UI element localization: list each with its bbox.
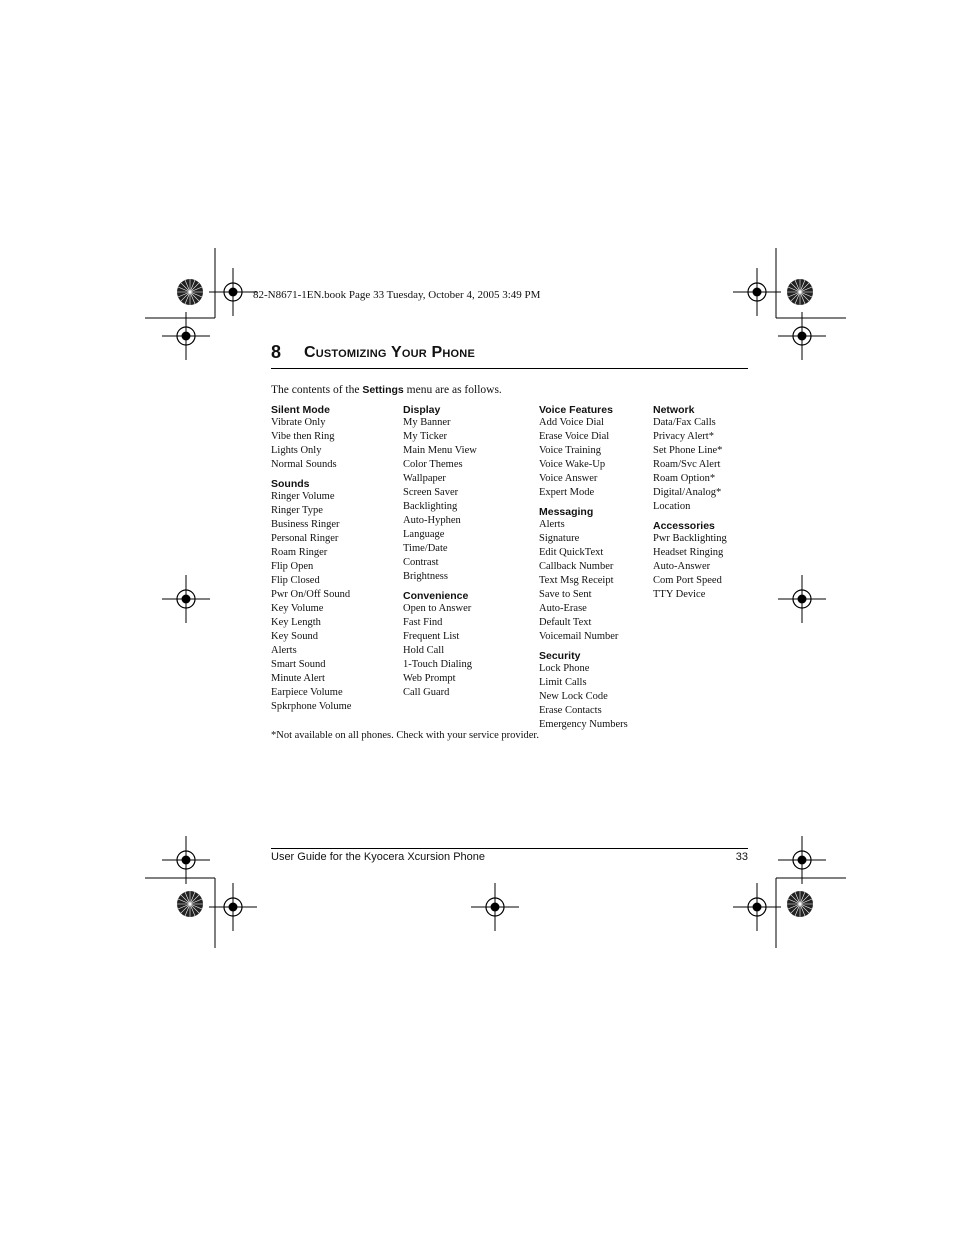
menu-item: Alerts (539, 519, 565, 530)
menu-item: Voicemail Number (539, 631, 619, 642)
menu-item: Limit Calls (539, 677, 587, 688)
menu-item: Voice Answer (539, 473, 598, 484)
menu-section-heading: Network (653, 404, 695, 416)
menu-column-1 (271, 404, 399, 714)
intro-text-after: menu are as follows. (403, 384, 502, 396)
menu-item: Expert Mode (539, 487, 595, 498)
menu-item: Ringer Volume (271, 491, 335, 502)
menu-item: Flip Closed (271, 575, 320, 586)
footer-title: User Guide for the Kyocera Xcursion Phone (271, 851, 486, 863)
menu-item: Voice Training (539, 445, 601, 456)
menu-item: Auto-Erase (539, 603, 587, 614)
menu-item: Personal Ringer (271, 533, 339, 544)
menu-item: Auto-Answer (653, 561, 711, 572)
menu-item: Alerts (271, 645, 297, 656)
menu-item: Headset Ringing (653, 547, 724, 558)
menu-column-2 (403, 404, 531, 700)
chapter-heading (271, 340, 748, 369)
intro-paragraph (271, 384, 502, 396)
menu-item: Location (653, 501, 691, 512)
menu-item: My Ticker (403, 431, 448, 442)
menu-item: Flip Open (271, 561, 314, 572)
menu-section-heading: Silent Mode (271, 404, 330, 416)
menu-item: Language (403, 529, 445, 540)
menu-item: Key Length (271, 617, 321, 628)
menu-item: Roam Ringer (271, 547, 328, 558)
menu-item: Minute Alert (271, 673, 325, 684)
menu-column-3 (539, 404, 667, 732)
menu-item: Erase Voice Dial (539, 431, 610, 442)
chapter-title: Customizing Your Phone (304, 344, 475, 361)
page-footer (271, 848, 748, 865)
menu-section-heading: Voice Features (539, 404, 613, 416)
menu-item: Normal Sounds (271, 459, 337, 470)
menu-item: Auto-Hyphen (403, 515, 461, 526)
menu-item: Signature (539, 533, 580, 544)
menu-item: Frequent List (403, 631, 460, 642)
menu-item: Vibrate Only (271, 417, 326, 428)
menu-item: Roam/Svc Alert (653, 459, 721, 470)
menu-item: Key Volume (271, 603, 324, 614)
menu-item: Text Msg Receipt (539, 575, 614, 586)
menu-section-heading: Display (403, 404, 441, 416)
menu-item: My Banner (403, 417, 451, 428)
menu-item: Voice Wake-Up (539, 459, 606, 470)
menu-section-heading: Sounds (271, 478, 310, 490)
menu-item: Key Sound (271, 631, 318, 642)
menu-item: Add Voice Dial (539, 417, 604, 428)
menu-item: Digital/Analog* (653, 487, 722, 498)
menu-item: Screen Saver (403, 487, 459, 498)
menu-item: Privacy Alert* (653, 431, 714, 442)
chapter-number: 8 (271, 342, 282, 362)
menu-item: Brightness (403, 571, 448, 582)
menu-column-4 (653, 404, 781, 602)
footnote: *Not available on all phones. Check with your service provider. (271, 730, 539, 741)
menu-item: Contrast (403, 557, 439, 568)
menu-item: Vibe then Ring (271, 431, 335, 442)
menu-item: Set Phone Line* (653, 445, 723, 456)
menu-section-heading: Accessories (653, 520, 715, 532)
menu-item: Pwr Backlighting (653, 533, 727, 544)
menu-item: Web Prompt (403, 673, 456, 684)
menu-section-heading: Convenience (403, 590, 469, 602)
menu-item: Main Menu View (403, 445, 477, 456)
menu-item: Backlighting (403, 501, 458, 512)
menu-item: New Lock Code (539, 691, 608, 702)
menu-section-heading: Messaging (539, 506, 594, 518)
menu-item: Pwr On/Off Sound (271, 589, 351, 600)
intro-text-before: The contents of the (271, 384, 363, 396)
menu-item: Save to Sent (539, 589, 592, 600)
intro-keyword: Settings (362, 384, 404, 396)
menu-item: Callback Number (539, 561, 614, 572)
menu-item: Earpiece Volume (271, 687, 343, 698)
menu-item: Business Ringer (271, 519, 340, 530)
menu-item: Color Themes (403, 459, 463, 470)
menu-item: Smart Sound (271, 659, 326, 670)
menu-item: Edit QuickText (539, 547, 604, 558)
menu-item: Wallpaper (403, 473, 446, 484)
menu-item: Spkrphone Volume (271, 701, 352, 712)
menu-item: Default Text (539, 617, 592, 628)
menu-item: Open to Answer (403, 603, 472, 614)
menu-item: Fast Find (403, 617, 443, 628)
menu-item: Emergency Numbers (539, 719, 628, 730)
menu-item: Lock Phone (539, 663, 590, 674)
page-number: 33 (735, 851, 748, 863)
menu-item: Ringer Type (271, 505, 323, 516)
menu-item: Data/Fax Calls (653, 417, 716, 428)
menu-item: Time/Date (403, 543, 448, 554)
menu-item: Com Port Speed (653, 575, 722, 586)
menu-item: Roam Option* (653, 473, 716, 484)
menu-item: 1-Touch Dialing (403, 659, 472, 670)
menu-item: Erase Contacts (539, 705, 602, 716)
menu-section-heading: Security (539, 650, 581, 662)
menu-item: Lights Only (271, 445, 322, 456)
menu-item: Hold Call (403, 645, 445, 656)
menu-item: TTY Device (653, 589, 706, 600)
page-slug: 82-N8671-1EN.book Page 33 Tuesday, October 4, 2005 3:49 PM (253, 289, 541, 301)
menu-item: Call Guard (403, 687, 450, 698)
